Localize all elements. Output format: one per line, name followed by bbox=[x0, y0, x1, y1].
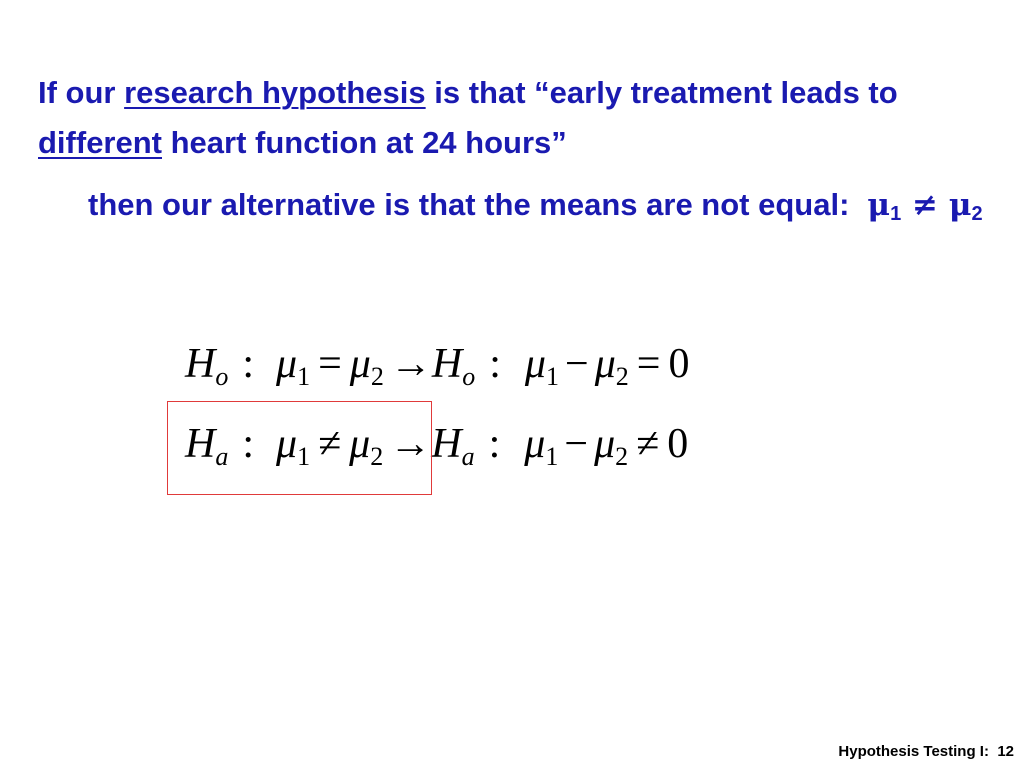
inline-sub2: 2 bbox=[971, 203, 983, 225]
alt-sub-a-2: a bbox=[461, 442, 475, 471]
footer bbox=[838, 743, 1014, 760]
alt-H-2: H bbox=[431, 421, 462, 467]
sub-1: 1 bbox=[297, 362, 311, 391]
minus-sign: − bbox=[565, 341, 589, 387]
page-number: 12 bbox=[997, 743, 1014, 760]
colon-2: : bbox=[489, 341, 501, 387]
alt-sub-2: 2 bbox=[370, 442, 384, 471]
alt-sub-1-b: 1 bbox=[545, 442, 559, 471]
inline-mu-inequality bbox=[867, 187, 982, 223]
zero: 0 bbox=[668, 341, 690, 387]
sub-1-b: 1 bbox=[546, 362, 559, 391]
not-equals-sign: ≠ bbox=[318, 421, 342, 467]
sub-2-b: 2 bbox=[615, 362, 629, 391]
alternative-line: then our alternative is that the means are not equal: bbox=[88, 187, 850, 222]
different-term: different bbox=[38, 125, 162, 160]
null-hypothesis-equation bbox=[185, 340, 825, 392]
heading-part1: If our bbox=[38, 75, 125, 110]
colon: : bbox=[242, 341, 255, 387]
alt-sub-2-b: 2 bbox=[615, 442, 629, 471]
alt-mu-2-b: μ bbox=[594, 421, 616, 467]
mu-1-b: μ bbox=[524, 341, 546, 387]
null-H: H bbox=[185, 341, 216, 387]
alt-colon: : bbox=[242, 421, 255, 467]
alt-mu-1: μ bbox=[276, 421, 298, 467]
inline-mu2: μ bbox=[948, 187, 972, 223]
alt-sub-a: a bbox=[215, 442, 229, 471]
mu-2: μ bbox=[349, 341, 371, 387]
heading-part2: is that “early treatment leads to bbox=[425, 75, 898, 110]
alt-H: H bbox=[185, 421, 216, 467]
null-sub-o-2: o bbox=[462, 362, 476, 391]
heading-part3: heart function at 24 hours” bbox=[162, 125, 567, 160]
null-sub-o: o bbox=[215, 362, 229, 391]
sub-2: 2 bbox=[370, 362, 384, 391]
equals-sign-2: = bbox=[636, 341, 661, 387]
inline-sub1: 1 bbox=[890, 203, 902, 225]
highlight-box bbox=[167, 401, 432, 495]
alt-zero: 0 bbox=[667, 421, 689, 467]
alt-sub-1: 1 bbox=[297, 442, 311, 471]
alt-minus-sign: − bbox=[564, 421, 589, 467]
mu-2-b: μ bbox=[594, 341, 616, 387]
inline-mu1: μ bbox=[867, 187, 891, 223]
equals-sign: = bbox=[318, 341, 342, 387]
null-H-2: H bbox=[431, 341, 463, 387]
heading-text bbox=[38, 68, 998, 168]
alt-colon-2: : bbox=[488, 421, 501, 467]
alt-arrow: → bbox=[389, 421, 432, 467]
not-equals-sign-2: ≠ bbox=[636, 421, 660, 467]
arrow: → bbox=[389, 341, 432, 387]
alternative-text bbox=[88, 180, 988, 239]
mu-1: μ bbox=[276, 341, 298, 387]
research-hypothesis-term: research hypothesis bbox=[124, 75, 426, 110]
footer-label: Hypothesis Testing I: bbox=[838, 743, 989, 760]
inline-neq: ≠ bbox=[912, 187, 939, 223]
alt-mu-1-b: μ bbox=[524, 421, 546, 467]
alt-mu-2: μ bbox=[349, 421, 371, 467]
